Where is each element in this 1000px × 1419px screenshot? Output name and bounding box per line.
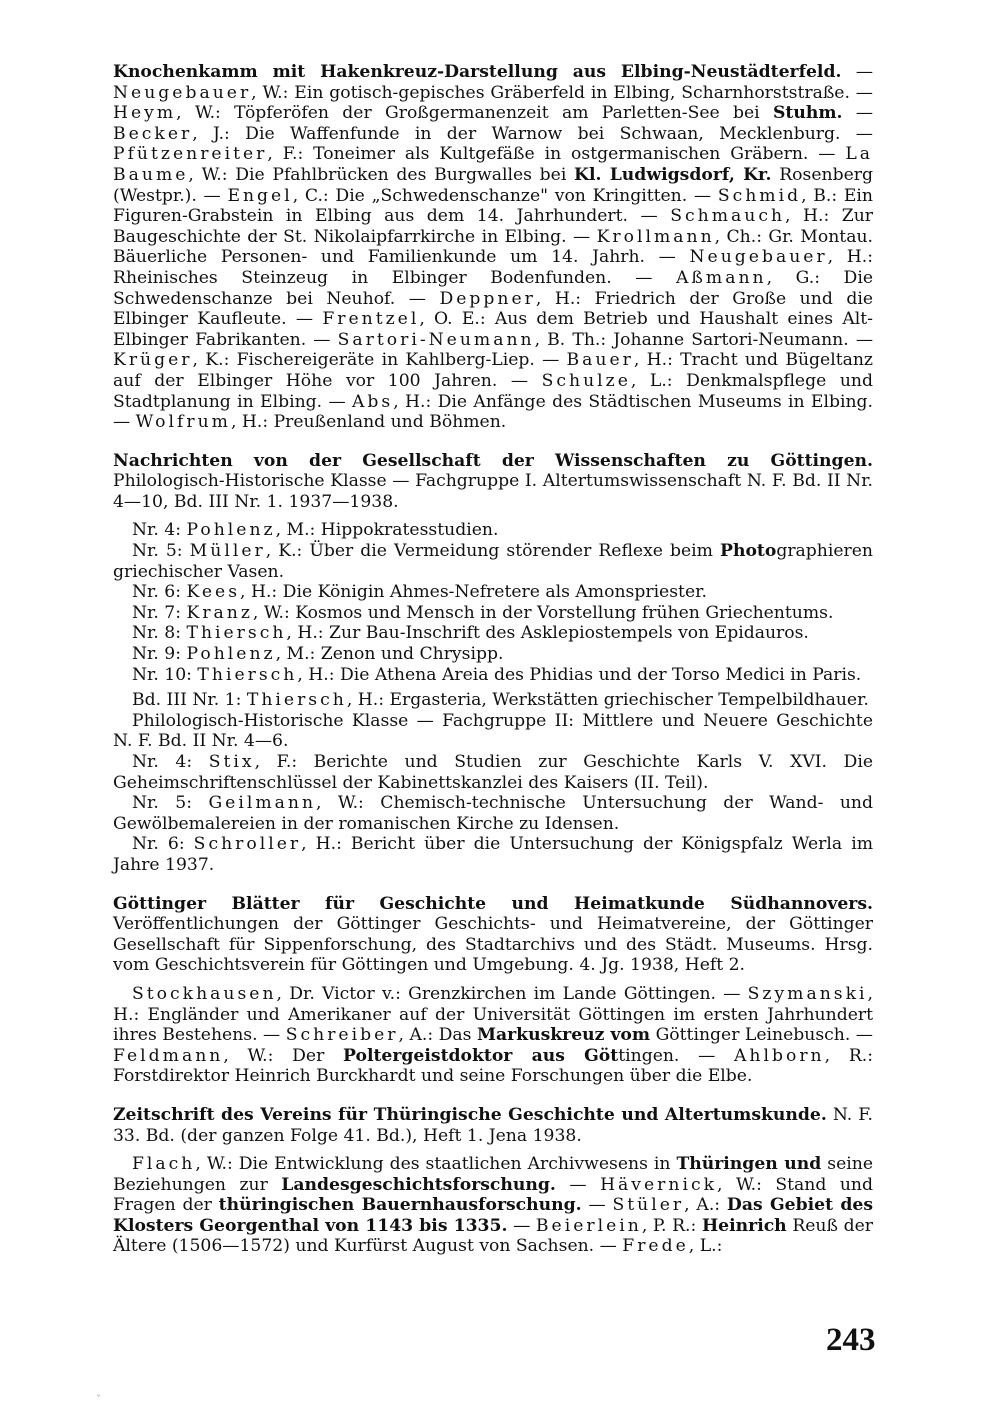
journal-heading-thueringen: Zeitschrift des Vereins für Thüringische Geschichte und Altertumskunde. N. F. 33. Bd. (der ganzen Folge 41. Bd.), Heft 1. Jena 1938.: [113, 1104, 873, 1146]
author-name: Deppner: [439, 288, 536, 309]
page-number: 243: [826, 1322, 876, 1358]
bold-text: Knochenkamm mit Hakenkreuz-Darstellung aus Elbing-Neustädterfeld.: [113, 62, 842, 82]
author-name: Schroller: [193, 834, 302, 855]
journal-entry: Nr. 5: Müller, K.: Über die Vermeidung störender Reflexe beim Photographieren griechischer Vasen.: [113, 541, 873, 582]
author-name: Frentzel: [322, 309, 420, 330]
bold-text: Poltergeistdoktor aus Göt: [343, 1045, 619, 1066]
author-name: Engel: [227, 185, 293, 206]
author-name: Aßmann: [676, 267, 767, 288]
journal-contents-paragraph: Stockhausen, Dr. Victor v.: Grenzkirchen im Lande Göttingen. — Szymanski, H.: Engländer und Amerikaner auf der Universität Göttingen im ersten Jahrhundert ihres Bestehens. — Schreiber, A.: Das Markuskreuz vom Göttinger Leinebusch. — Feldmann, W.: Der Poltergeistdoktor aus Göttingen. — Ahlborn, R.: Forstdirektor Heinrich Burckhardt und seine Forschungen über die Elbe.: [113, 983, 874, 1087]
journal-title: Nachrichten von der Gesellschaft der Wissenschaften zu Göttingen.: [113, 450, 873, 471]
author-name: Geilmann: [208, 793, 317, 814]
author-name: Becker: [113, 123, 193, 144]
journal-entry: Bd. III Nr. 1: Thiersch, H.: Ergasteria, Werkstätten griechischer Tempelbildhauer.: [132, 690, 869, 711]
bold-text: Heinrich: [701, 1215, 787, 1236]
journal-title: Göttinger Blätter für Geschichte und Heimatkunde Südhannovers.: [113, 893, 873, 914]
journal-entry: Nr. 9: Pohlenz, M.: Zenon und Chrysipp.: [132, 644, 504, 665]
journal-heading-goettingen-nachrichten: Nachrichten von der Gesellschaft der Wissenschaften zu Göttingen. Philologisch-Historische Klasse — Fachgruppe I. Altertumswissenschaft N. F. Bd. II Nr. 4—10, Bd. III Nr. 1. 1937—1938.: [113, 450, 873, 512]
author-name: Thiersch: [197, 664, 298, 685]
author-name: La Baume: [113, 144, 873, 185]
author-name: Krüger: [113, 350, 193, 371]
author-name: Wolfrum: [135, 412, 231, 433]
author-name: Pohlenz: [186, 644, 276, 665]
bold-text: Markuskreuz vom: [476, 1025, 651, 1046]
author-name: Abs: [351, 391, 394, 412]
journal-contents-paragraph: Flach, W.: Die Entwicklung des staatlichen Archivwesens in Thüringen und seine Beziehungen zur Landesgeschichtsforschung. — Hävernick, W.: Stand und Fragen der thüringischen Bauernhausforschung. — Stüler, A.: Das Gebiet des Klosters Georgenthal von 1143 bis 1335. — Beierlein, P. R.: Heinrich Reuß der Ältere (1506—1572) und Kurfürst August von Sachsen. — Frede, L.:: [113, 1154, 873, 1257]
journal-heading-goettinger-blaetter: Göttinger Blätter für Geschichte und Heimatkunde Südhannovers. Veröffentlichungen der Göttinger Geschichts- und Heimatvereine, der Göttinger Gesellschaft für Sippenforschung, des Stadtarchivs und des Städt. Museums. Hrsg. vom Geschichtsverein für Göttingen und Umgebung. 4. Jg. 1938, Heft 2.: [113, 893, 873, 976]
author-name: Ahlborn: [734, 1045, 825, 1066]
bold-text: Kl. Ludwigsdorf, Kr.: [574, 164, 772, 185]
author-name: Müller: [189, 541, 266, 562]
author-name: Schulze: [541, 370, 631, 391]
author-name: Neugebauer: [113, 82, 252, 103]
author-name: Szymanski: [747, 983, 868, 1004]
scan-mark: ˇ: [96, 1395, 101, 1406]
author-name: Heym: [113, 103, 177, 124]
author-name: Stockhausen: [132, 983, 277, 1004]
author-name: Neugebauer: [689, 247, 828, 268]
author-name: Kranz: [186, 602, 253, 623]
journal-entry: Nr. 5: Geilmann, W.: Chemisch-technische Untersuchung der Wand- und Gewölbemalereien in der romanischen Kirche zu Idensen.: [113, 793, 873, 834]
journal-entry: Nr. 6: Schroller, H.: Bericht über die Untersuchung der Königspfalz Werla im Jahre 1937.: [113, 834, 873, 875]
author-name: Beierlein: [535, 1215, 642, 1236]
journal-subheading: Philologisch-Historische Klasse — Fachgruppe II: Mittlere und Neuere Geschichte N. F. Bd. II Nr. 4—6.: [113, 710, 873, 752]
bold-text: Stuhm.: [773, 103, 843, 124]
journal-entry: Nr. 6: Kees, H.: Die Königin Ahmes-Nefretere als Amonspriester.: [132, 582, 707, 603]
bold-text: Thüringen und: [676, 1154, 822, 1175]
author-name: Sartori-Neumann: [337, 329, 535, 350]
bold-text: Photo: [720, 541, 777, 562]
author-name: Stix: [208, 752, 255, 772]
journal-entry: Nr. 7: Kranz, W.: Kosmos und Mensch in der Vorstellung frühen Griechentums.: [132, 602, 834, 623]
author-name: Kees: [186, 582, 241, 603]
author-name: Schmauch: [670, 206, 786, 227]
author-name: Krollmann: [596, 226, 715, 247]
journal-entry: Nr. 8: Thiersch, H.: Zur Bau-Inschrift des Asklepiostempels von Epidauros.: [132, 623, 809, 644]
journal-entry: Nr. 4: Stix, F.: Berichte und Studien zur Geschichte Karls V. XVI. Die Geheimschriftenschlüssel der Kabinettskanzlei des Kaisers (II. Teil).: [113, 752, 874, 793]
bold-text: Das Gebiet des Klosters Georgenthal von 1143 bis 1335.: [113, 1195, 873, 1236]
journal-title: Zeitschrift des Vereins für Thüringische Geschichte und Altertumskunde.: [113, 1104, 827, 1125]
author-name: Thiersch: [186, 623, 287, 644]
author-name: Schmid: [717, 185, 802, 206]
bold-text: thüringischen Bauernhausforschung.: [218, 1195, 582, 1216]
journal-entry: Nr. 4: Pohlenz, M.: Hippokratesstudien.: [132, 520, 499, 541]
author-name: Bauer: [566, 350, 634, 371]
author-name: Hävernick: [600, 1174, 718, 1195]
author-name: Pohlenz: [186, 520, 276, 541]
author-name: Pfützenreiter: [113, 144, 268, 165]
elbing-articles-paragraph: Knochenkamm mit Hakenkreuz-Darstellung aus Elbing-Neustädterfeld. — Neugebauer, W.: Ein gotisch-gepisches Gräberfeld in Elbing, Scharnhorststraße. — Heym, W.: Töpferöfen der Großgermanenzeit am Parletten-See bei Stuhm. — Becker, J.: Die Waffenfunde in der Warnow bei Schwaan, Mecklenburg. — Pfützenreiter, F.: Toneimer als Kultgefäße in ostgermanischen Gräbern. — La Baume, W.: Die Pfahlbrücken des Burgwalles bei Kl. Ludwigsdorf, Kr. Rosenberg (Westpr.). — Engel, C.: Die „Schwedenschanze" von Kringitten. — Schmid, B.: Ein Figuren-Grabstein in Elbing aus dem 14. Jahrhundert. — Schmauch, H.: Zur Baugeschichte der St. Nikolaipfarrkirche in Elbing. — Krollmann, Ch.: Gr. Montau. Bäuerliche Personen- und Familienkunde um 14. Jahrh. — Neugebauer, H.: Rheinisches Steinzeug in Elbinger Bodenfunden. — Aßmann, G.: Die Schwedenschanze bei Neuhof. — Deppner, H.: Friedrich der Große und die Elbinger Kaufleute. — Frentzel, O. E.: Aus dem Betrieb und Haushalt eines Alt-Elbinger Fabrikanten. — Sartori-Neumann, B. Th.: Johanne Sartori-Neumann. — Krüger, K.: Fischereigeräte in Kahlberg-Liep. — Bauer, H.: Tracht und Bügeltanz auf der Elbinger Höhe vor 100 Jahren. — Schulze, L.: Denkmalspflege und Stadtplanung in Elbing. — Abs, H.: Die Anfänge des Städtischen Museums in Elbing. — Wolfrum, H.: Preußenland und Böhmen.: [113, 62, 874, 433]
journal-entry: Nr. 10: Thiersch, H.: Die Athena Areia des Phidias und der Torso Medici in Paris.: [132, 664, 862, 685]
author-name: Frede: [622, 1236, 689, 1257]
text-column: [113, 62, 873, 1257]
author-name: Thiersch: [246, 690, 347, 711]
author-name: Flach: [132, 1154, 196, 1175]
author-name: Stüler: [612, 1195, 685, 1216]
bold-text: Landesgeschichtsforschung.: [281, 1174, 556, 1195]
author-name: Schreiber: [285, 1025, 399, 1046]
author-name: Feldmann: [113, 1045, 224, 1066]
